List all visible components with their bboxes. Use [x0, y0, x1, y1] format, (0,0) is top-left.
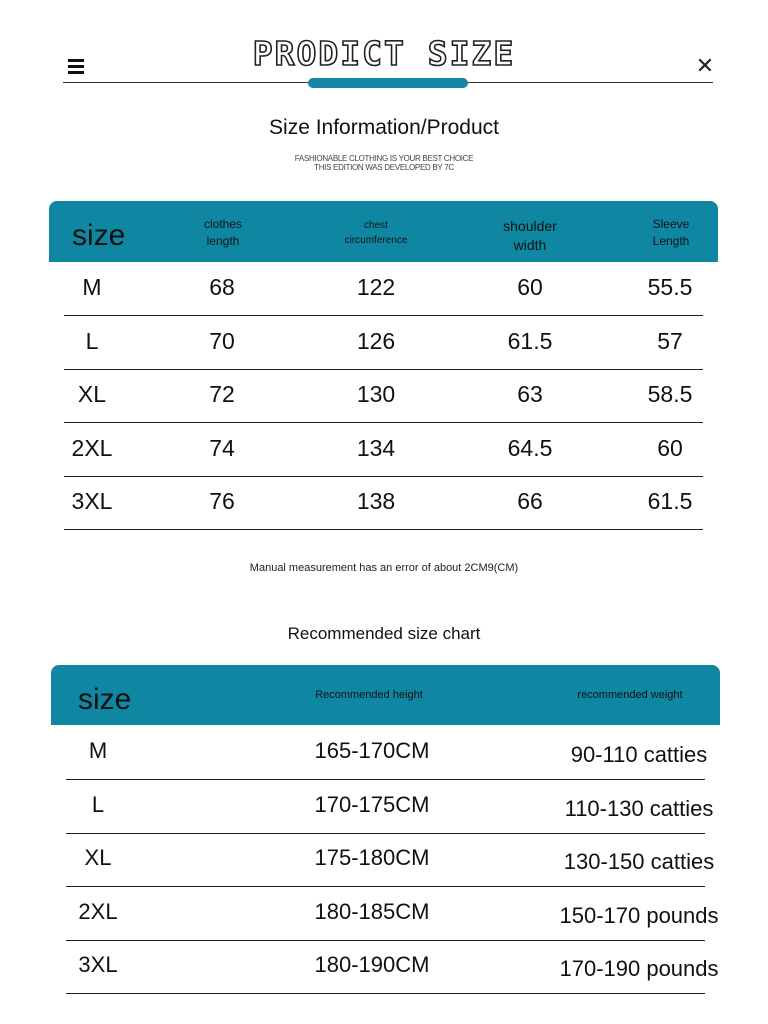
header-weight: recommended weight [577, 689, 683, 701]
cell-height: 165-170CM [314, 738, 430, 763]
cell-size: XL [77, 381, 107, 407]
row-divider [64, 369, 703, 370]
header-size-2: size [78, 683, 132, 716]
cell-size: M [82, 274, 102, 300]
recommended-table-header [51, 665, 720, 725]
subtitle-line-1: FASHIONABLE CLOTHING IS YOUR BEST CHOICE [294, 154, 474, 163]
header-height: Recommended height [315, 689, 423, 701]
cell-size: 2XL [71, 434, 113, 461]
cell-shoulder: 60 [517, 274, 543, 300]
row-divider [64, 315, 703, 316]
row-divider [66, 993, 705, 994]
cell-clothes-length: 70 [209, 327, 235, 354]
close-icon[interactable]: ✕ [695, 54, 715, 79]
cell-height: 180-190CM [314, 952, 430, 977]
header-accent-bar [308, 78, 468, 88]
cell-weight: 150-170 pounds [559, 902, 719, 928]
row-divider [66, 940, 705, 941]
cell-size: XL [84, 845, 112, 870]
cell-chest: 126 [356, 327, 396, 354]
cell-size: 3XL [78, 952, 118, 977]
header-shoulder: shoulder width [503, 218, 557, 253]
cell-height: 180-185CM [314, 898, 430, 924]
cell-weight: 130-150 catties [563, 849, 715, 874]
page-title: PRODICT SIZE [252, 34, 516, 73]
cell-size: M [88, 738, 108, 763]
size-table-header [49, 201, 718, 262]
cell-size: 3XL [71, 488, 113, 514]
cell-shoulder: 64.5 [507, 434, 553, 461]
cell-chest: 122 [356, 274, 396, 300]
row-divider [64, 529, 703, 530]
subtitle-line-2: THIS EDITION WAS DEVELOPED BY 7C [314, 163, 454, 172]
cell-sleeve: 55.5 [647, 274, 693, 300]
row-divider [64, 422, 703, 423]
measurement-note: Manual measurement has an error of about 2CM9(CM) [249, 562, 519, 574]
cell-weight: 90-110 catties [570, 742, 708, 767]
cell-clothes-length: 76 [209, 488, 235, 514]
cell-weight: 170-190 pounds [559, 956, 719, 981]
header-size: size [72, 219, 126, 252]
cell-size: 2XL [78, 898, 118, 924]
header-sleeve: Sleeve Length [652, 217, 690, 248]
cell-weight: 110-130 catties [564, 795, 714, 821]
recommended-title: Recommended size chart [287, 624, 481, 643]
cell-shoulder: 63 [517, 381, 543, 407]
row-divider [66, 779, 705, 780]
header-clothes-length: clothes length [203, 217, 243, 248]
cell-chest: 130 [356, 381, 396, 407]
header-chest: chest circumference [344, 220, 408, 246]
cell-clothes-length: 74 [209, 434, 235, 461]
cell-chest: 138 [356, 488, 396, 514]
cell-clothes-length: 68 [209, 274, 235, 300]
cell-chest: 134 [356, 434, 396, 461]
cell-shoulder: 61.5 [507, 327, 553, 354]
row-divider [66, 886, 705, 887]
row-divider [64, 476, 703, 477]
cell-height: 175-180CM [314, 845, 430, 870]
cell-sleeve: 58.5 [647, 381, 693, 407]
size-info-title: Size Information/Product [269, 116, 499, 139]
cell-sleeve: 60 [657, 434, 683, 461]
cell-size: L [85, 327, 99, 354]
cell-height: 170-175CM [314, 791, 430, 817]
cell-clothes-length: 72 [209, 381, 235, 407]
cell-sleeve: 57 [657, 327, 683, 354]
cell-sleeve: 61.5 [647, 488, 693, 514]
row-divider [66, 833, 705, 834]
cell-shoulder: 66 [517, 488, 543, 514]
cell-size: L [91, 791, 105, 817]
